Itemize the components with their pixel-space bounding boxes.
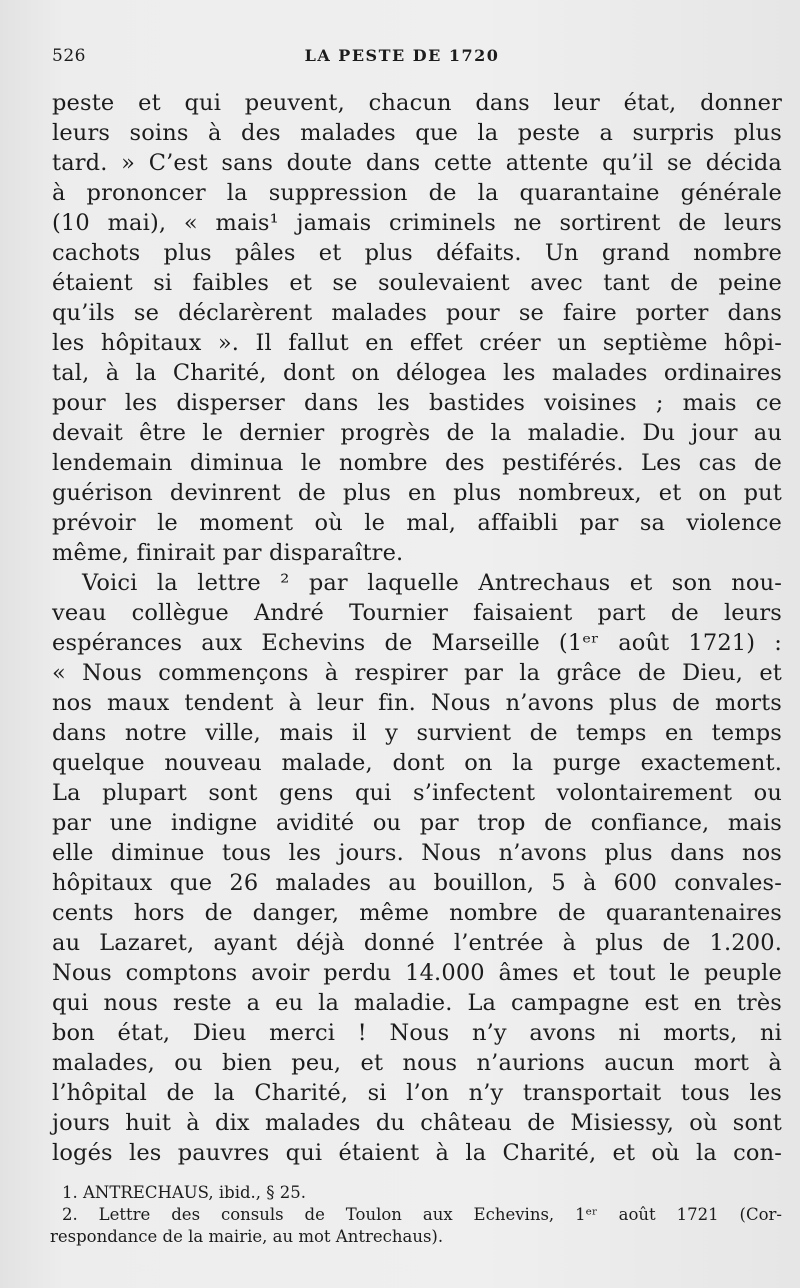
text-line: qui nous reste a eu la maladie. La campagne est en très xyxy=(52,990,782,1016)
text-line: La plupart sont gens qui s’infectent volontairement ou xyxy=(52,780,782,806)
footnotes xyxy=(50,1182,782,1248)
text-line: malades, ou bien peu, et nous n’aurions aucun mort à xyxy=(52,1050,782,1076)
text-line: les hôpitaux ». Il fallut en effet créer un septième hôpi- xyxy=(52,330,782,356)
text-line: nos maux tendent à leur fin. Nous n’avons plus de morts xyxy=(52,690,782,716)
text-line: guérison devinrent de plus en plus nombreux, et on put xyxy=(52,480,782,506)
text-line: quelque nouveau malade, dont on la purge exactement. xyxy=(52,750,782,776)
text-line: dans notre ville, mais il y survient de temps en temps xyxy=(52,720,782,746)
text-line: Voici la lettre ² par laquelle Antrechaus et son nou- xyxy=(82,570,782,596)
text-line: logés les pauvres qui étaient à la Charité, et où la con- xyxy=(52,1140,782,1166)
body-text xyxy=(52,88,782,1168)
page-number: 526 xyxy=(52,46,86,66)
text-line: cents hors de danger, même nombre de quarantenaires xyxy=(52,900,782,926)
text-line: l’hôpital de la Charité, si l’on n’y transportait tous les xyxy=(52,1080,782,1106)
text-line: Nous comptons avoir perdu 14.000 âmes et tout le peuple xyxy=(52,960,782,986)
text-line: à prononcer la suppression de la quarantaine générale xyxy=(52,180,782,206)
text-line: (10 mai), « mais¹ jamais criminels ne sortirent de leurs xyxy=(52,210,782,236)
running-title: LA PESTE DE 1720 xyxy=(304,46,500,65)
footnote-2: 2. Lettre des consuls de Toulon aux Echevins, 1ᵉʳ août 1721 (Cor- xyxy=(62,1205,782,1224)
footnote-2-continuation: respondance de la mairie, au mot Antrechaus). xyxy=(50,1227,444,1246)
text-line: même, finirait par disparaître. xyxy=(52,540,404,566)
text-line: au Lazaret, ayant déjà donné l’entrée à plus de 1.200. xyxy=(52,930,782,956)
text-line: devait être le dernier progrès de la maladie. Du jour au xyxy=(52,420,782,446)
text-line: elle diminue tous les jours. Nous n’avons plus dans nos xyxy=(52,840,782,866)
text-line: peste et qui peuvent, chacun dans leur état, donner xyxy=(52,90,782,116)
text-line: lendemain diminua le nombre des pestiférés. Les cas de xyxy=(52,450,782,476)
page-header xyxy=(52,42,752,72)
text-line: veau collègue André Tournier faisaient part de leurs xyxy=(52,600,782,626)
footnote-1: 1. ANTRECHAUS, ibid., § 25. xyxy=(62,1183,307,1202)
text-line: bon état, Dieu merci ! Nous n’y avons ni morts, ni xyxy=(52,1020,782,1046)
text-line: tard. » C’est sans doute dans cette attente qu’il se décida xyxy=(52,150,782,176)
text-line: « Nous commençons à respirer par la grâce de Dieu, et xyxy=(52,660,782,686)
text-line: pour les disperser dans les bastides voisines ; mais ce xyxy=(52,390,782,416)
text-line: espérances aux Echevins de Marseille (1ᵉʳ août 1721) : xyxy=(52,630,782,656)
text-line: étaient si faibles et se soulevaient avec tant de peine xyxy=(52,270,782,296)
text-line: leurs soins à des malades que la peste a surpris plus xyxy=(52,120,782,146)
text-line: jours huit à dix malades du château de Misiessy, où sont xyxy=(52,1110,782,1136)
text-line: tal, à la Charité, dont on délogea les malades ordinaires xyxy=(52,360,782,386)
text-line: par une indigne avidité ou par trop de confiance, mais xyxy=(52,810,782,836)
text-line: hôpitaux que 26 malades au bouillon, 5 à 600 convales- xyxy=(52,870,782,896)
text-line: cachots plus pâles et plus défaits. Un grand nombre xyxy=(52,240,782,266)
text-line: qu’ils se déclarèrent malades pour se faire porter dans xyxy=(52,300,782,326)
text-line: prévoir le moment où le mal, affaibli par sa violence xyxy=(52,510,782,536)
